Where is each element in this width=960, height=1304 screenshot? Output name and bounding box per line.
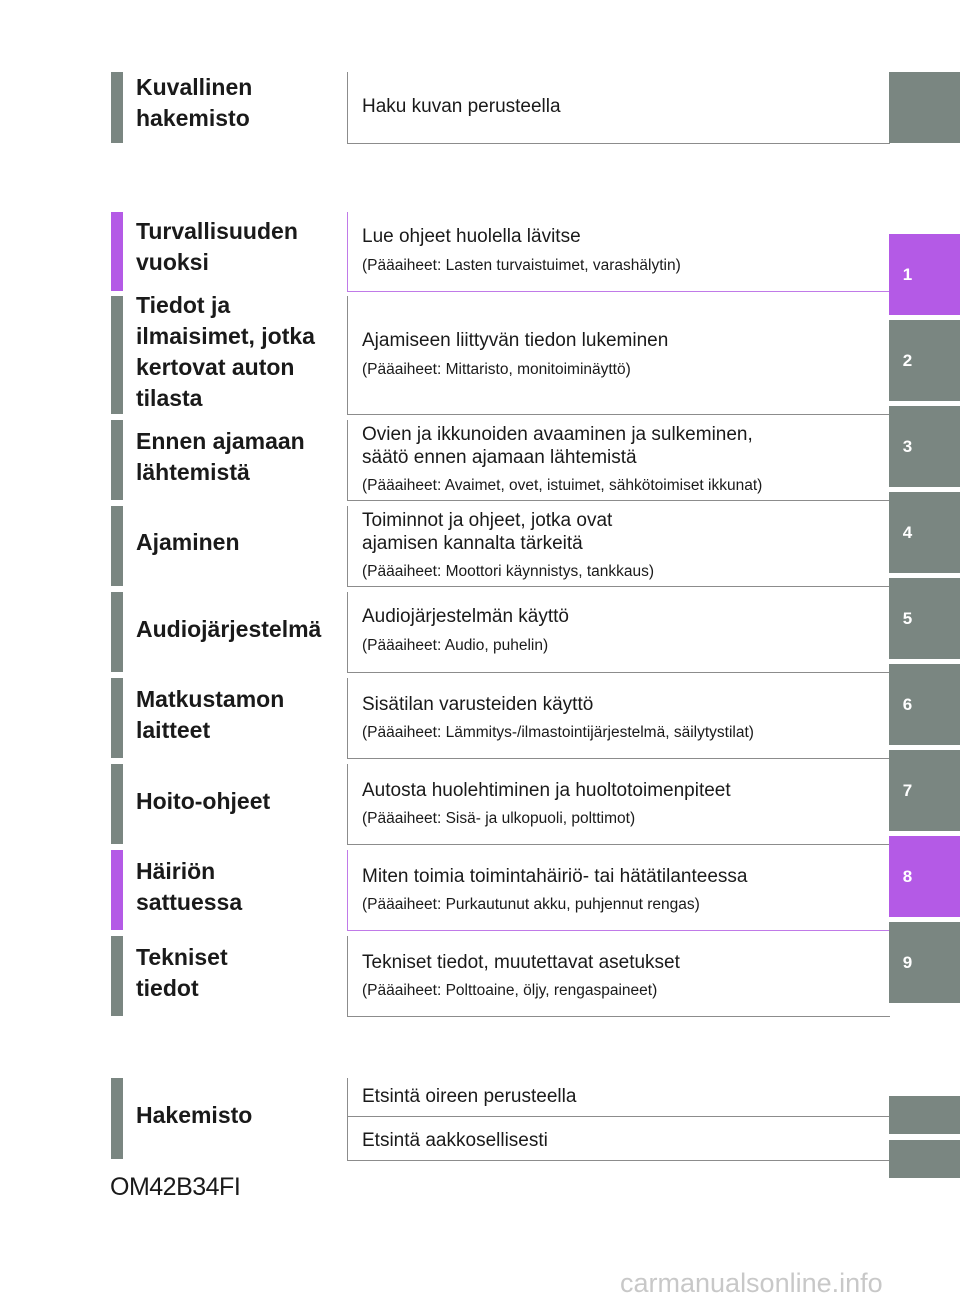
section-desc-box-3[interactable] [347,420,890,501]
tab-9[interactable] [889,922,960,1003]
section-sub-3: (Pääaiheet: Avaimet, ovet, istuimet, sähkötoimiset ikkunat) [362,477,763,494]
tab-5[interactable] [889,578,960,659]
section-desc-box-6[interactable] [347,678,890,759]
section-desc-box-7[interactable] [347,764,890,845]
section-title-5: Audiojärjestelmä [136,616,322,642]
section-title-index: Hakemisto [136,1102,253,1128]
section-title-6: Matkustamon laitteet [136,686,285,743]
section-sub-7: (Pääaiheet: Sisä- ja ulkopuoli, polttimot) [362,810,636,827]
section-title-top: Kuvallinen hakemisto [136,74,253,131]
section-bar-6 [111,678,123,758]
section-bar-2 [111,296,123,414]
section-desc-box-1[interactable] [347,212,890,292]
tab-number-4: 4 [902,522,913,542]
section-title-8: Häiriön sattuessa [136,858,243,915]
section-desc-box-top[interactable] [347,72,890,144]
section-title-1: Turvallisuuden vuoksi [136,218,298,275]
document-code: OM42B34FI [110,1173,241,1201]
section-bar-3 [111,420,123,500]
tab-number-6: 6 [902,694,913,714]
section-title-9: Tekniset tiedot [136,944,228,1001]
tab-number-2: 2 [902,350,913,370]
section-title-7: Hoito-ohjeet [136,788,271,814]
section-bar-4 [111,506,123,586]
watermark: carmanualsonline.info [620,1268,883,1298]
tab-index-2[interactable] [889,1140,960,1178]
section-title-2: Tiedot ja ilmaisimet, jotka kertovat auton tilasta [136,292,315,411]
section-bar-index [111,1078,123,1159]
tab-number-1: 1 [902,264,913,284]
section-sub-5: (Pääaiheet: Audio, puhelin) [362,637,549,654]
tab-number-7: 7 [902,780,913,800]
section-main-7: Autosta huolehtiminen ja huoltotoimenpiteet [362,780,731,801]
section-sub-8: (Pääaiheet: Purkautunut akku, puhjennut rengas) [362,896,700,913]
section-desc-box-8[interactable] [347,850,890,931]
section-sub-6: (Pääaiheet: Lämmitys-/ilmastointijärjestelmä, säilytystilat) [362,724,754,741]
section-bar-5 [111,592,123,672]
section-main-9: Tekniset tiedot, muutettavat asetukset [362,952,680,973]
section-main-2: Ajamiseen liittyvän tiedon lukeminen [362,330,669,351]
section-desc-top: Haku kuvan perusteella [362,96,561,117]
tab-4[interactable] [889,492,960,573]
section-main-8: Miten toimia toimintahäiriö- tai hätätilanteessa [362,866,748,887]
section-bar-7 [111,764,123,844]
section-bar-1 [111,212,123,291]
section-main-6: Sisätilan varusteiden käyttö [362,694,594,715]
section-title-3: Ennen ajamaan lähtemistä [136,428,305,485]
section-desc-box-5[interactable] [347,592,890,673]
section-main-1: Lue ohjeet huolella lävitse [362,226,581,247]
section-sub-2: (Pääaiheet: Mittaristo, monitoiminäyttö) [362,361,631,378]
section-sub-9: (Pääaiheet: Polttoaine, öljy, rengaspaineet) [362,982,658,999]
tab-2[interactable] [889,320,960,401]
tab-1[interactable] [889,234,960,315]
tab-6[interactable] [889,664,960,745]
tab-number-9: 9 [902,952,913,972]
tab-number-8: 8 [902,866,913,886]
tab-3[interactable] [889,406,960,487]
section-bar-top [111,72,123,143]
section-main-3: Ovien ja ikkunoiden avaaminen ja sulkeminen, säätö ennen ajamaan lähtemistä [362,424,753,468]
section-bar-8 [111,850,123,930]
section-sub-4: (Pääaiheet: Moottori käynnistys, tankkaus) [362,563,655,580]
tab-top[interactable] [889,72,960,143]
section-desc-box-9[interactable] [347,936,890,1017]
tab-8[interactable] [889,836,960,917]
section-desc-box-4[interactable] [347,506,890,587]
section-desc-box-2[interactable] [347,296,890,415]
tab-7[interactable] [889,750,960,831]
section-sub-1: (Pääaiheet: Lasten turvaistuimet, varashälytin) [362,257,681,274]
section-main-4: Toiminnot ja ohjeet, jotka ovat ajamisen kannalta tärkeitä [362,510,613,554]
tab-index-1[interactable] [889,1096,960,1134]
section-bar-9 [111,936,123,1016]
section-main-5: Audiojärjestelmän käyttö [362,606,569,627]
index-box-1[interactable] [347,1078,890,1117]
section-title-4: Ajaminen [136,529,240,555]
index-item-2: Etsintä aakkosellisesti [362,1130,548,1151]
tab-number-3: 3 [902,436,913,456]
index-box-2[interactable] [347,1117,890,1161]
index-item-1: Etsintä oireen perusteella [362,1086,577,1107]
tab-number-5: 5 [902,608,913,628]
